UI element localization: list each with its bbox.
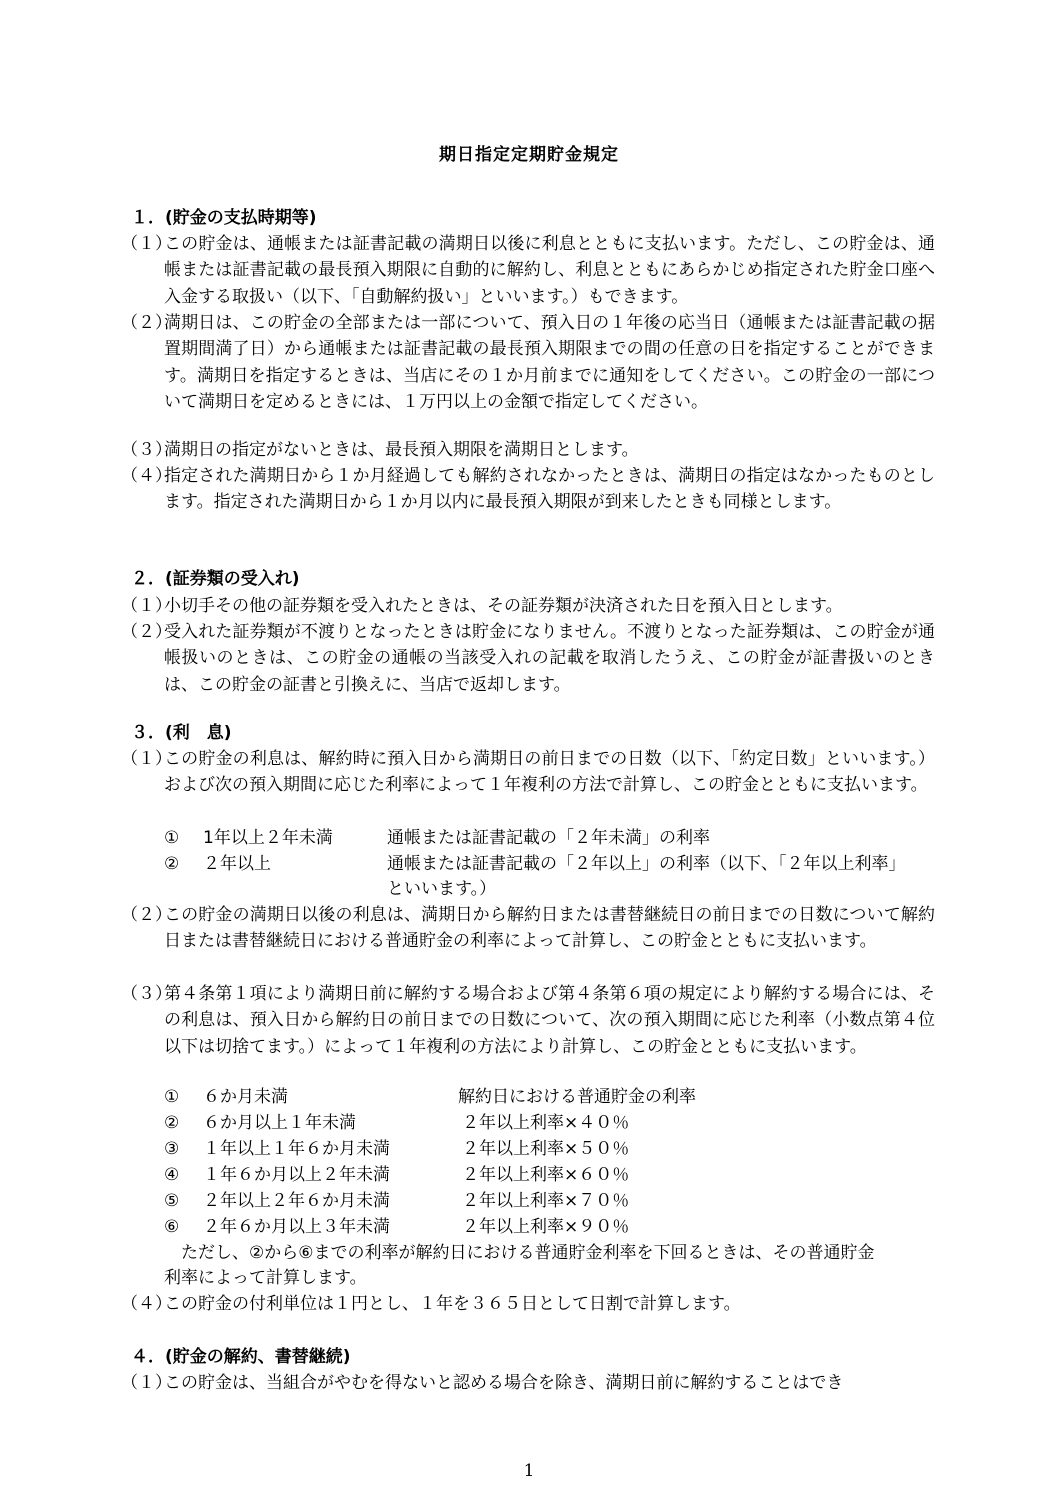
s1-item2-number: （２） xyxy=(121,313,172,333)
s3-item1-text: この貯金の利息は、解約時に預入日から満期日の前日までの日数（以下、「約定日数」といいます。）および次の預入期間に応じた利率によって１年複利の方法で計算し、この貯金とともに支払います。 xyxy=(164,749,935,796)
s1-item3-number: （３） xyxy=(121,440,172,460)
section-2-heading: ２．(証券類の受入れ) xyxy=(131,569,300,589)
page-number: 1 xyxy=(523,1461,535,1481)
s3-item3-row4-mark: ④ xyxy=(164,1165,180,1185)
s3-item3-number: （３） xyxy=(121,984,172,1004)
s3-item3-row1-mark: ① xyxy=(164,1087,180,1107)
s3-item4-text: この貯金の付利単位は１円とし、１年を３６５日として日割で計算します。 xyxy=(164,1294,741,1314)
s3-item3-row5-period: ２年以上２年６か月未満 xyxy=(203,1191,390,1211)
s3-item2-text: この貯金の満期日以後の利息は、満期日から解約日または書替継続日の前日までの日数について解約日または書替継続日における普通貯金の利率によって計算し、この貯金とともに支払います。 xyxy=(164,905,935,952)
s3-item1-row1-mark: ① xyxy=(164,828,180,848)
s3-item3-row2-mark: ② xyxy=(164,1113,180,1133)
s1-item1-number: （１） xyxy=(121,234,172,254)
s3-item4-number: （４） xyxy=(121,1294,172,1314)
s3-item1-row2-rate-cont: といいます。） xyxy=(387,879,497,899)
section-1-heading: １．(貯金の支払時期等) xyxy=(131,208,317,228)
s4-item1-text: この貯金は、当組合がやむを得ないと認める場合を除き、満期日前に解約することはでき xyxy=(164,1373,844,1393)
s3-item3-row5-rate: ２年以上利率×７０％ xyxy=(462,1191,630,1211)
s3-item3-text: 第４条第１項により満期日前に解約する場合および第４条第６項の規定により解約する場合には、その利息は、預入日から解約日の前日までの日数について、次の預入期間に応じた利率（小数点第４位以下は切捨てます。）によって１年複利の方法により計算し、この貯金とともに支払います。 xyxy=(164,984,935,1057)
s3-item2-number: （２） xyxy=(121,905,172,925)
section-4-heading: ４．(貯金の解約、書替継続) xyxy=(131,1347,351,1367)
s3-item3-row6-rate: ２年以上利率×９０％ xyxy=(462,1217,630,1237)
s3-item3-row3-mark: ③ xyxy=(164,1139,180,1159)
s3-item3-row2-rate: ２年以上利率×４０％ xyxy=(462,1113,630,1133)
s2-item1-text: 小切手その他の証券類を受入れたときは、その証券類が決済された日を預入日とします。 xyxy=(164,596,843,616)
s3-item3-row3-period: １年以上１年６か月未満 xyxy=(203,1139,390,1159)
s3-item1-row1-rate: 通帳または証書記載の「２年未満」の利率 xyxy=(387,828,710,848)
s2-item2-number: （２） xyxy=(121,622,172,642)
s1-item1-text: この貯金は、通帳または証書記載の満期日以後に利息とともに支払います。ただし、この貯金は、通帳または証書記載の最長預入期限に自動的に解約し、利息とともにあらかじめ指定された貯金口座へ入金する取扱い（以下、「自動解約扱い」といいます。）もできます。 xyxy=(164,234,935,307)
s3-item3-row5-mark: ⑤ xyxy=(164,1191,180,1211)
s1-item4-text: 指定された満期日から１か月経過しても解約されなかったときは、満期日の指定はなかったものとします。指定された満期日から１か月以内に最長預入期限が到来したときも同様とします。 xyxy=(164,466,935,513)
s3-item3-row4-rate: ２年以上利率×６０％ xyxy=(462,1165,630,1185)
s3-item1-row2-rate: 通帳または証書記載の「２年以上」の利率（以下、「２年以上利率」 xyxy=(387,854,906,874)
s3-item3-note-line2: 利率によって計算します。 xyxy=(164,1268,367,1288)
section-3-heading: ３．(利 息) xyxy=(131,723,232,743)
s3-item3-row2-period: ６か月以上１年未満 xyxy=(203,1113,356,1133)
s4-item1-number: （１） xyxy=(121,1373,172,1393)
s3-item3-row4-period: １年６か月以上２年未満 xyxy=(203,1165,390,1185)
s3-item3-note-line1: ただし、②から⑥までの利率が解約日における普通貯金利率を下回るときは、その普通貯金 xyxy=(164,1243,875,1263)
s3-item1-row2-mark: ② xyxy=(164,854,180,874)
s2-item1-number: （１） xyxy=(121,596,172,616)
s3-item3-row1-rate: 解約日における普通貯金の利率 xyxy=(458,1087,696,1107)
s3-item3-row6-period: ２年６か月以上３年未満 xyxy=(203,1217,390,1237)
s3-item1-row1-period: 1年以上２年未満 xyxy=(203,828,333,848)
page-title: 期日指定定期貯金規定 xyxy=(439,145,619,165)
s1-item3-text: 満期日の指定がないときは、最長預入期限を満期日とします。 xyxy=(164,440,639,460)
s1-item2-text: 満期日は、この貯金の全部または一部について、預入日の１年後の応当日（通帳または証書記載の据置期間満了日）から通帳または証書記載の最長預入期限までの間の任意の日を指定することができます。満期日を指定するときは、当店にその１か月前までに通知をしてください。この貯金の一部について満期日を定めるときには、１万円以上の金額で指定してください。 xyxy=(164,313,935,413)
s2-item2-text: 受入れた証券類が不渡りとなったときは貯金になりません。不渡りとなった証券類は、この貯金が通帳扱いのときは、この貯金の通帳の当該受入れの記載を取消したうえ、この貯金が証書扱いのときは、この貯金の証書と引換えに、当店で返却します。 xyxy=(164,622,935,695)
s1-item4-number: （４） xyxy=(121,466,172,486)
s3-item3-row6-mark: ⑥ xyxy=(164,1217,180,1237)
s3-item1-number: （１） xyxy=(121,749,172,769)
s3-item3-row3-rate: ２年以上利率×５０％ xyxy=(462,1139,630,1159)
s3-item1-row2-period: ２年以上 xyxy=(203,854,271,874)
s3-item3-row1-period: ６か月未満 xyxy=(203,1087,288,1107)
